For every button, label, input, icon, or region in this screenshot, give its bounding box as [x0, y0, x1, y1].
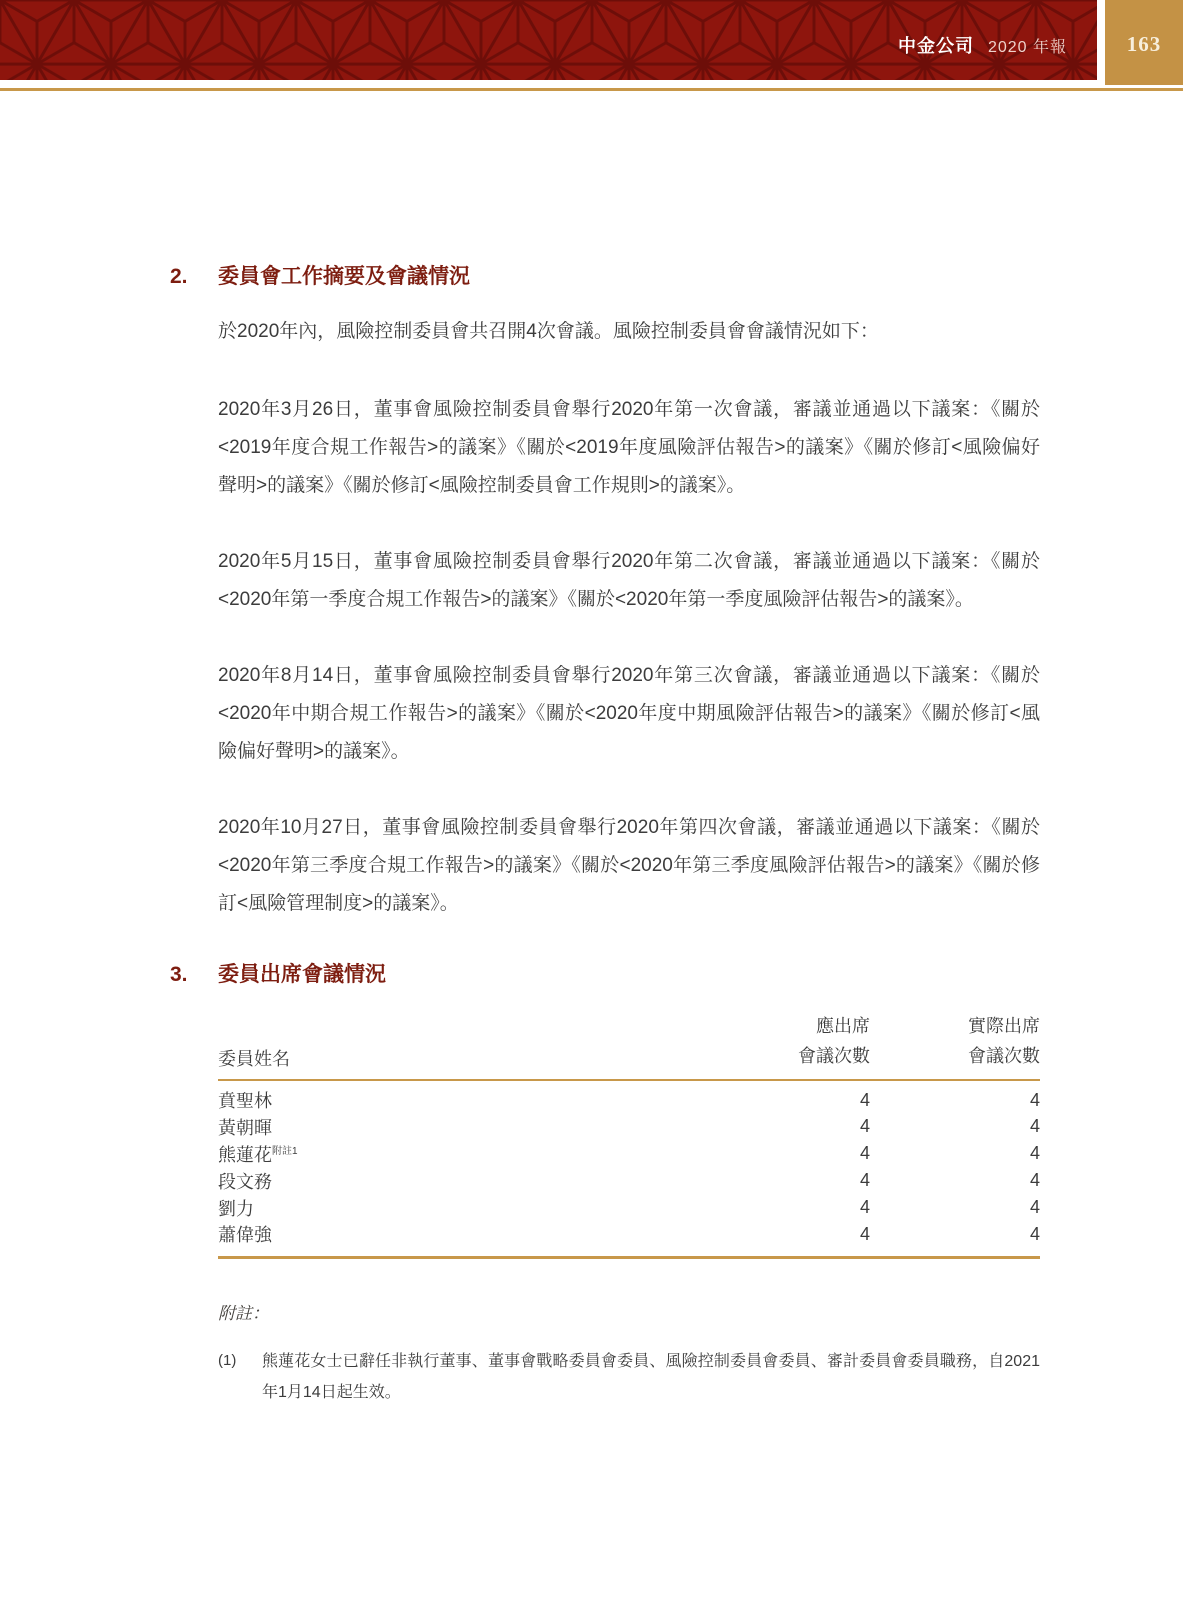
notes-section	[218, 1299, 1040, 1408]
meeting-paragraph-2: 2020年5月15日，董事會風險控制委員會舉行2020年第二次會議，審議並通過以下議案：《關於<2020年第一季度合規工作報告>的議案》《關於<2020年第一季度風險評估報告>的議案》。	[218, 551, 1040, 610]
required-attendance-value: 4	[859, 1197, 870, 1217]
section2-heading	[170, 263, 1040, 291]
member-name: 劉力	[218, 1198, 254, 1219]
section3-number: 3.	[170, 963, 188, 986]
actual-attendance-value: 4	[870, 1080, 1040, 1113]
decorative-header-band	[0, 0, 1097, 80]
table-header-row	[218, 1011, 1040, 1080]
required-attendance-value: 4	[678, 1080, 870, 1113]
attendance-table	[218, 1011, 1040, 1259]
company-name: 中金公司	[897, 36, 974, 56]
section2-body	[218, 313, 1040, 923]
table-row	[218, 1080, 1040, 1113]
report-title: 2020 年報	[987, 38, 1067, 56]
meeting-paragraph-4: 2020年10月27日，董事會風險控制委員會舉行2020年第四次會議，審議並通過以下議案：《關於<2020年第三季度合規工作報告>的議案》《關於<2020年第三季度風險評估報告>的議案》《關於修訂<風險管理制度>的議案》。	[218, 817, 1040, 914]
page-number: 163	[1105, 0, 1183, 85]
member-name: 段文務	[218, 1171, 272, 1192]
section3-heading	[170, 961, 1040, 989]
member-name: 賁聖林	[218, 1080, 678, 1113]
member-name: 蕭偉強	[218, 1225, 272, 1245]
meeting-paragraph-1: 2020年3月26日，董事會風險控制委員會舉行2020年第一次會議，審議並通過以下議案：《關於<2019年度合規工作報告>的議案》《關於<2019年度風險評估報告>的議案》《關於修訂<風險偏好聲明>的議案》《關於修訂<風險控制委員會工作規則>的議案》。	[218, 399, 1040, 496]
actual-attendance-value: 4	[1029, 1197, 1040, 1217]
section-committee-work-summary	[170, 263, 1040, 923]
required-attendance-value: 4	[859, 1170, 870, 1190]
note-item-1	[218, 1346, 1040, 1408]
note-text: 熊蓮花女士已辭任非執行董事、董事會戰略委員會委員、風險控制委員會委員、審計委員會委員職務，自2021年1月14日起生效。	[262, 1353, 1040, 1401]
table-row	[218, 1167, 1040, 1194]
intro-paragraph: 於2020年內，風險控制委員會共召開4次會議。風險控制委員會會議情況如下：	[218, 321, 879, 342]
header-title	[898, 0, 1067, 80]
column-header-member-name: 委員姓名	[218, 1011, 678, 1080]
section-member-attendance	[170, 961, 1040, 1408]
notes-label: 附註：	[218, 1304, 269, 1323]
column-header-actual-attendance: 實際出席 會議次數	[870, 1011, 1040, 1080]
actual-attendance-value: 4	[1029, 1170, 1040, 1190]
required-attendance-value: 4	[859, 1143, 870, 1163]
required-attendance-value: 4	[859, 1116, 870, 1136]
table-row	[218, 1194, 1040, 1221]
note-superscript: 附註1	[272, 1145, 298, 1157]
actual-attendance-value: 4	[1029, 1223, 1040, 1244]
table-row	[218, 1221, 1040, 1258]
table-row	[218, 1140, 1040, 1167]
note-number: (1)	[218, 1352, 237, 1369]
section2-number: 2.	[170, 265, 188, 288]
page-content	[170, 91, 1040, 1408]
actual-attendance-value: 4	[1029, 1116, 1040, 1136]
member-name: 黃朝暉	[218, 1117, 272, 1138]
table-row	[218, 1113, 1040, 1140]
section3-title: 委員出席會議情況	[218, 963, 386, 986]
required-attendance-value: 4	[859, 1223, 870, 1244]
actual-attendance-value: 4	[1029, 1143, 1040, 1163]
meeting-paragraph-3: 2020年8月14日，董事會風險控制委員會舉行2020年第三次會議，審議並通過以下議案：《關於<2020年中期合規工作報告>的議案》《關於<2020年度中期風險評估報告>的議案》《關於修訂<風險偏好聲明>的議案》。	[218, 665, 1040, 762]
section2-title: 委員會工作摘要及會議情況	[218, 265, 470, 288]
member-name: 熊蓮花$^{附註1}$	[218, 1144, 298, 1165]
column-header-required-attendance: 應出席 會議次數	[678, 1011, 870, 1080]
